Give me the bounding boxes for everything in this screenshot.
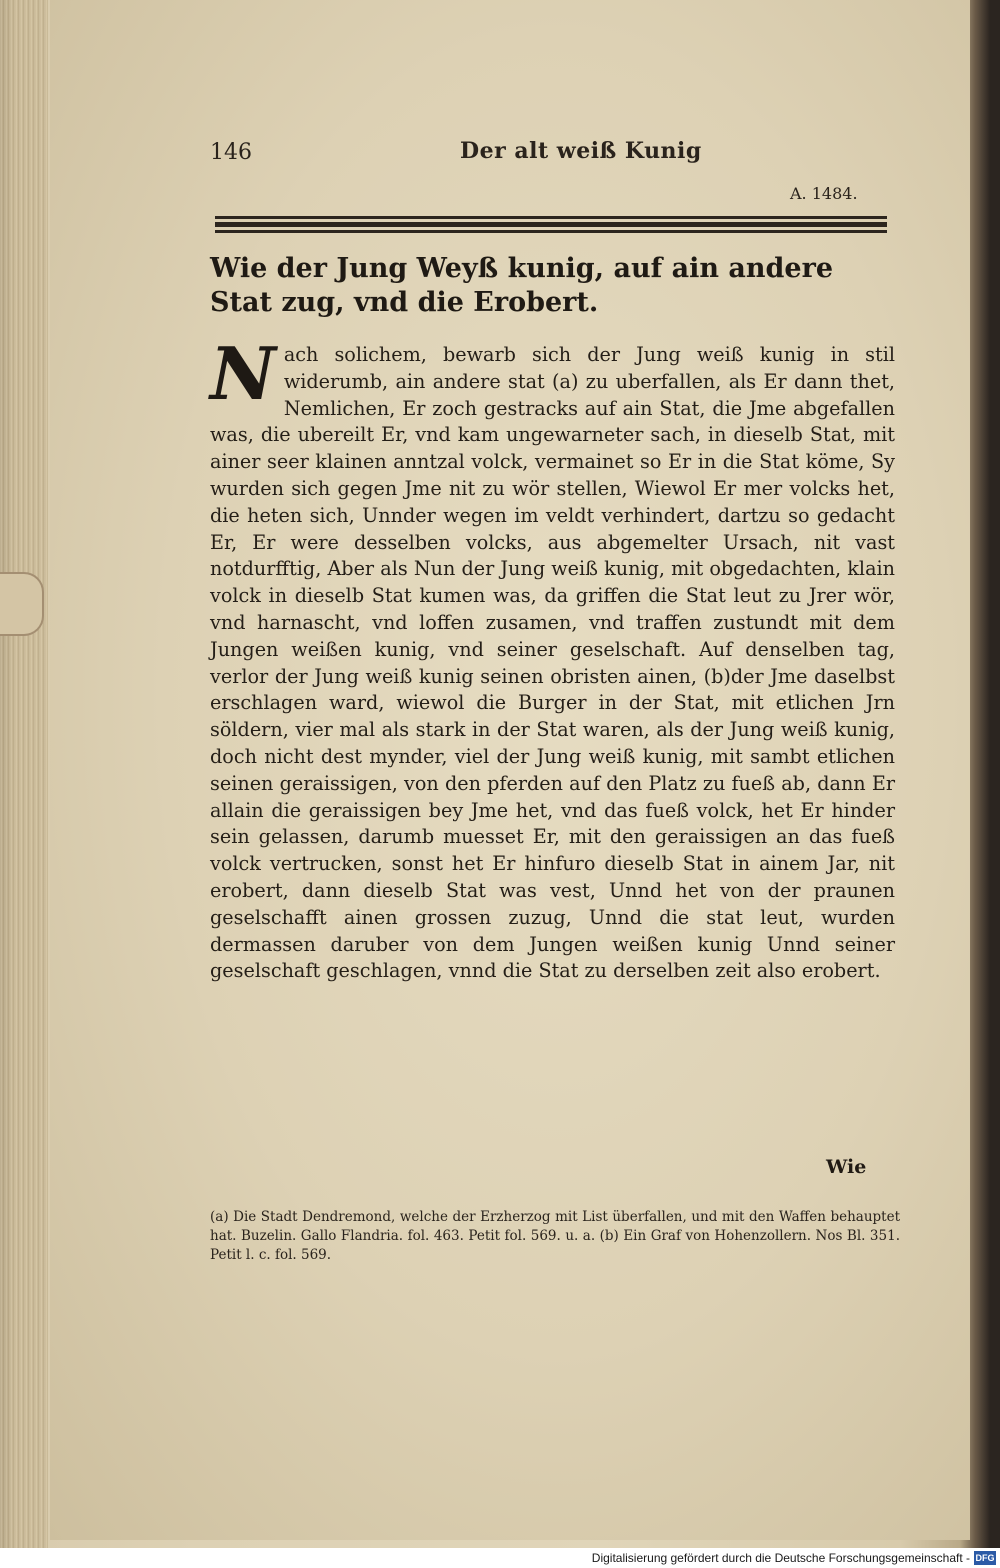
bookmark-ribbon [0,572,44,636]
ornamental-rule [215,214,887,236]
running-head [210,138,890,168]
digitization-credit [0,1548,1000,1568]
chapter-heading: Wie der Jung Weyß kunig, auf ain andere Stat zug, vnd die Erobert. [210,253,833,318]
page-number: 146 [210,140,252,165]
rule-line-bottom [215,230,887,233]
running-title: Der alt weiß Kunig [460,138,702,164]
chapter-body [210,331,895,985]
footnotes: (a) Die Stadt Dendremond, welche der Erzherzog mit List überfallen, und mit den Waffen behauptet hat. Buzelin. Gallo Flandria. fol. 463. Petit fol. 569. u. a. (b) Ein Graf von Hohenzollern. Nos Bl. 351. Petit l. c. fol. 569. [210,1209,900,1263]
credit-text: Digitalisierung gefördert durch die Deutsche Forschungsgemeinschaft - [591,1551,970,1565]
rule-line-middle [215,222,887,227]
dfg-logo-icon: DFG [975,1553,995,1563]
year-mark: A. 1484. [790,184,858,203]
page-edges [0,0,48,1568]
drop-cap: N [210,331,276,416]
rule-line-top [215,216,887,219]
chapter-body-text: ach solichem, bewarb sich der Jung weiß kunig in stil widerumb, ain andere stat (a) zu uberfallen, als Er dann thet, Nemlichen, Er zoch gestracks auf ain Stat, die Jme abgefallen was, die ubereilt Er, vnd kam ungewarneter sach, in dieselb Stat, mit ainer seer klainen anntzal volck, vermainet so Er in die Stat köme, Sy wurden sich gegen Jme nit zu wör stellen, Wiewol Er mer volcks het, die heten sich, Unnder wegen im veldt verhindert, dartzu so gedacht Er, Er were desselben volcks, aus abgemelter Ursach, nit vast notdurfftig, Aber als Nun der Jung weiß kunig, mit obgedachten, klain volck in dieselb Stat kumen was, da griffen die Stat leut zu Jrer wör, vnd harnascht, vnd loffen zusamen, vnd traffen zustundt mit dem Jungen weißen kunig, vnd seiner geselschaft. Auf denselben tag, verlor der Jung weiß kunig seinen obristen ainen, (b)der Jme daselbst erschlagen ward, wiewol die Burger in der Stat, mit etlichen Jrn söldern, vier mal als stark in der Stat waren, als der Jung weiß kunig, doch nicht dest mynder, viel der Jung weiß kunig, mit sambt etlichen seinen geraissigen, von den pferden auf den Platz zu fueß ab, dann Er allain die geraissigen bey Jme het, vnd das fueß volck, het Er hinder sein gelassen, darumb muesset Er, mit den geraissigen an das fueß volck vertrucken, sonst het Er hinfuro dieselb Stat in ainem Jar, nit erobert, dann dieselb Stat was vest, Unnd het von der praunen geselschafft ainen grossen zuzug, Unnd die stat leut, wurden dermassen daruber von dem Jungen weißen kunig Unnd seiner geselschaft geschlagen, vnnd die Stat zu derselben zeit also erobert. [210,343,895,983]
catchword: Wie [826,1156,867,1178]
